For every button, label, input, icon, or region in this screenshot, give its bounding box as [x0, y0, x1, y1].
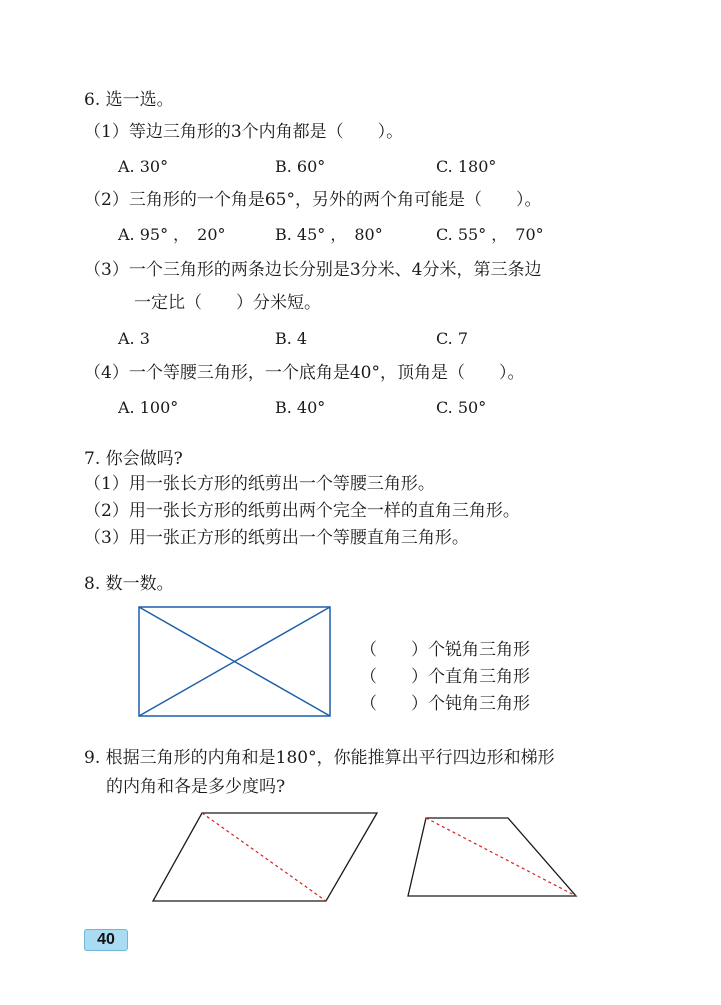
q6-1-option-b: B. 60°	[275, 157, 326, 176]
q6-1-option-a: A. 30°	[118, 157, 169, 176]
parallelogram-dashed-diagonal	[202, 813, 326, 901]
q6-1-stem: （1）等边三角形的3个内角都是（ ）。	[84, 122, 404, 142]
trapezoid-outline	[408, 818, 576, 896]
q6-4-stem: （4）一个等腰三角形，一个底角是40°，顶角是（ ）。	[84, 363, 525, 383]
q6-3-option-a: A. 3	[118, 329, 150, 348]
page-number-badge: 40	[84, 929, 128, 951]
q9-line-1: 9. 根据三角形的内角和是180°，你能推算出平行四边形和梯形	[84, 748, 555, 768]
q6-2-option-a: A. 95° ， 20°	[118, 225, 226, 244]
q7-item-2: （2）用一张长方形的纸剪出两个完全一样的直角三角形。	[84, 501, 520, 521]
q6-4-option-a: A. 100°	[118, 398, 179, 417]
trapezoid-figure	[405, 815, 580, 900]
q6-2-option-b: B. 45° ， 80°	[275, 225, 383, 244]
q6-3-option-c: C. 7	[436, 329, 469, 348]
q6-1-option-c: C. 180°	[436, 157, 497, 176]
q6-4-option-c: C. 50°	[436, 398, 487, 417]
parallelogram-figure	[150, 810, 380, 905]
rectangle-with-diagonals-figure	[138, 606, 332, 718]
q9-line-2: 的内角和各是多少度吗?	[106, 777, 286, 797]
q6-4-option-b: B. 40°	[275, 398, 326, 417]
q8-answer-right: （ ）个直角三角形	[360, 667, 530, 687]
parallelogram-outline	[153, 813, 377, 901]
q6-3-stem-continued: 一定比（ ）分米短。	[134, 293, 321, 313]
q8-title: 8. 数一数。	[84, 574, 174, 594]
q6-3-option-b: B. 4	[275, 329, 308, 348]
q6-2-option-c: C. 55° ， 70°	[436, 225, 544, 244]
q7-title: 7. 你会做吗?	[84, 449, 183, 469]
q8-answer-acute: （ ）个锐角三角形	[360, 640, 530, 660]
q7-item-3: （3）用一张正方形的纸剪出一个等腰直角三角形。	[84, 528, 469, 548]
q8-answer-obtuse: （ ）个钝角三角形	[360, 694, 530, 714]
q6-3-stem: （3）一个三角形的两条边长分别是3分米、4分米，第三条边	[84, 260, 542, 280]
q6-2-stem: （2）三角形的一个角是65°，另外的两个角可能是（ ）。	[84, 190, 542, 210]
trapezoid-dashed-diagonal	[426, 818, 576, 896]
q7-item-1: （1）用一张长方形的纸剪出一个等腰三角形。	[84, 474, 435, 494]
q6-title: 6. 选一选。	[84, 90, 174, 110]
